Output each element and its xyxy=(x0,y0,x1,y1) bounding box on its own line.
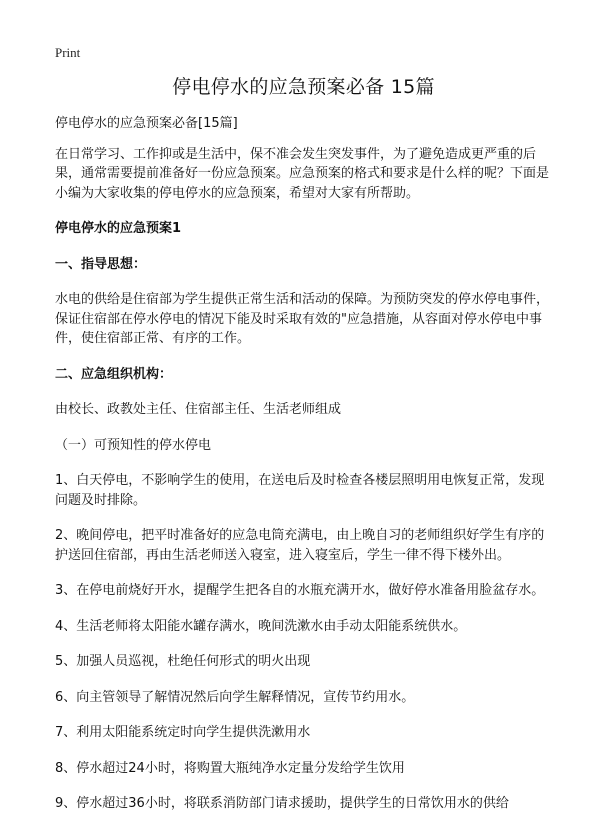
sub-heading-predictable-outage: （一）可预知性的停水停电 xyxy=(55,437,212,453)
list-item: 7、利用太阳能系统定时向学生提供洗漱用水 xyxy=(55,725,311,740)
list-item: 6、向主管领导了解情况然后向学生解释情况，宣传节约用水。 xyxy=(55,689,415,705)
organization-paragraph: 由校长、政教处主任、住宿部主任、生活老师组成 xyxy=(55,402,342,417)
list-item: 8、停水超过24小时，将购置大瓶纯净水定量分发给学生饮用 xyxy=(55,760,405,776)
section-title: 停电停水的应急预案1 xyxy=(55,221,182,236)
heading-guiding-principle: 一、指导思想： xyxy=(55,256,147,272)
guiding-principle-paragraph: 水电的供给是住宿部为学生提供正常生活和活动的保障。为预防突发的停水停电事件，保证住宿部在停水停电的情况下能及时采取有效的"应急措施，从容面对停水停电中事件，使住宿部正常、有序的工作。 xyxy=(55,292,550,346)
list-item: 4、生活老师将太阳能水罐存满水，晚间洗漱水由手动太阳能系统供水。 xyxy=(55,618,467,634)
intro-paragraph: 在日常学习、工作抑或是生活中，保不准会发生突发事件，为了避免造成更严重的后果，通常需要提前准备好一份应急预案。应急预案的格式和要求是什么样的呢？下面是小编为大家收集的停电停水的应急预案，希望对大家有所帮助。 xyxy=(55,146,550,201)
document-subtitle: 停电停水的应急预案必备[15篇] xyxy=(55,116,238,131)
list-item: 3、在停电前烧好开水，提醒学生把各自的水瓶充满开水，做好停水准备用脸盆存水。 xyxy=(55,583,545,598)
list-item: 5、加强人员巡视，杜绝任何形式的明火出现 xyxy=(55,654,311,669)
list-item: 9、停水超过36小时，将联系消防部门请求援助，提供学生的日常饮用水的供给 xyxy=(55,796,509,811)
heading-organization: 二、应急组织机构： xyxy=(55,366,173,382)
print-link[interactable]: Print xyxy=(55,45,81,60)
document-title: 停电停水的应急预案必备 15篇 xyxy=(172,76,435,98)
list-item: 2、晚间停电，把平时准备好的应急电筒充满电，由上晚自习的老师组织好学生有序的护送回住宿部，再由生活老师送入寝室，进入寝室后，学生一律不得下楼外出。 xyxy=(55,528,545,563)
list-item: 1、白天停电，不影响学生的使用，在送电后及时检查各楼层照明用电恢复正常，发现问题及时排除。 xyxy=(55,473,545,508)
